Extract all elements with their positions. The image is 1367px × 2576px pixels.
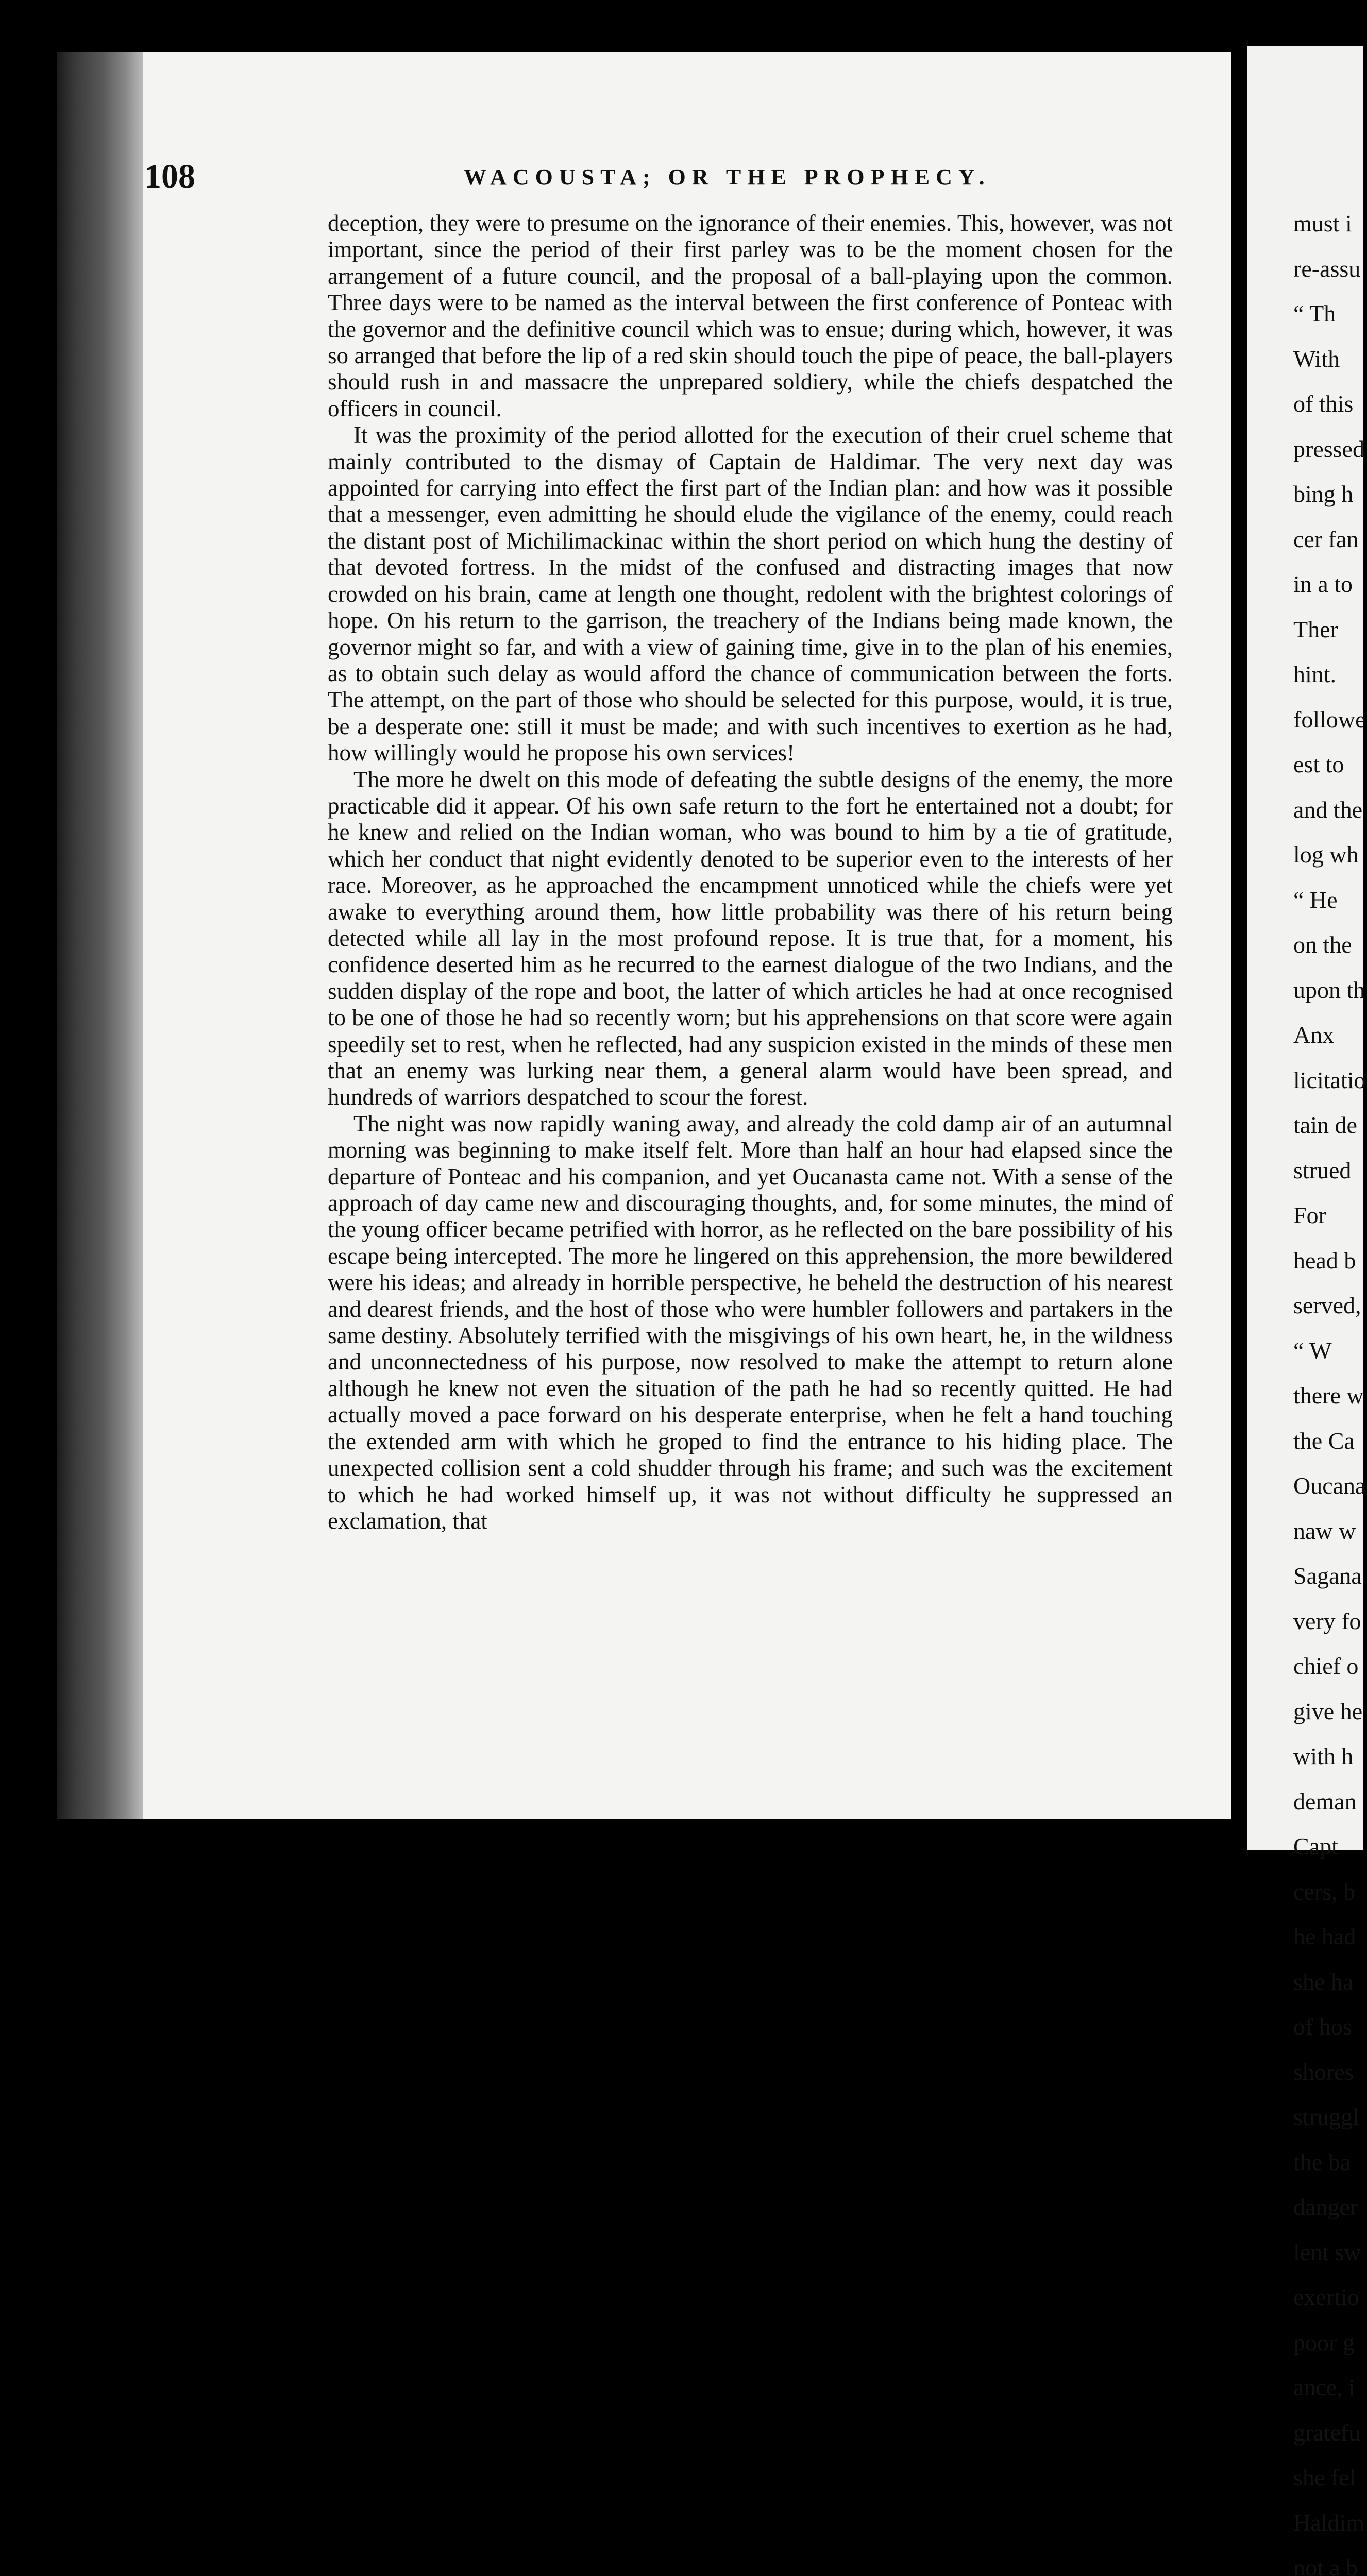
facing-page-line: “ Th [1293,300,1336,327]
facing-page-line: the ba [1293,2148,1351,2175]
facing-page-line: tain de [1293,1112,1357,1138]
facing-page-line: re-assu [1293,255,1361,282]
facing-page-line: there w [1293,1382,1364,1409]
facing-page-line: give he [1293,1698,1363,1724]
facing-page-line: bing h [1293,481,1354,507]
facing-page-line: poor g [1293,2329,1355,2355]
facing-page-line: Capt [1293,1833,1338,1859]
facing-page-line: Oucana [1293,1472,1366,1499]
facing-page-line: he had [1293,1923,1356,1950]
facing-page-line: With [1293,345,1340,372]
facing-page-line: the Ca [1293,1427,1355,1454]
facing-page-line: naw w [1293,1517,1356,1544]
facing-page-text [1293,201,1367,2576]
facing-page-line: exertio [1293,2284,1359,2310]
facing-page-line: must i [1293,210,1352,236]
facing-page-line: with h [1293,1743,1354,1769]
facing-page-line: gratefu [1293,2419,1361,2446]
facing-page-line: not a b [1293,2554,1358,2576]
facing-page-line: For [1293,1202,1326,1228]
facing-page-line: “ W [1293,1337,1332,1364]
body-text [328,210,1173,1534]
facing-page-line: she fel [1293,2464,1356,2490]
facing-page-line: danger [1293,2194,1358,2220]
facing-page-line: strued [1293,1157,1352,1183]
facing-page-line: followe [1293,706,1366,733]
facing-page-line: upon th [1293,976,1365,1003]
facing-page-line: served, [1293,1292,1361,1318]
running-head: WACOUSTA; OR THE PROPHECY. [464,164,991,190]
facing-page-line: Ther [1293,616,1338,642]
facing-page-line: of hos [1293,2013,1352,2040]
facing-page-line: very fo [1293,1607,1361,1634]
facing-page-line: on the [1293,931,1352,958]
page-number: 108 [144,158,195,195]
facing-page-line: lent sw [1293,2239,1361,2265]
facing-page-line: of this [1293,391,1354,417]
facing-page-line: she ha [1293,1968,1354,1995]
facing-page-line: deman [1293,1788,1357,1815]
paragraph: deception, they were to presume on the ignorance of their enemies. This, however, was not important, since the period of their first parley was to be the moment chosen for the arrangement of a future council, and the proposal of a ball-playing upon the common. Three days were to be named as the interval between the first conference of Ponteac with the governor and the definitive council which was to ensue; during which, however, it was so arranged that before the lip of a red skin should touch the pipe of peace, the ball-players should rush in and massacre the unprepared soldiery, while the chiefs despatched the officers in council. [328,210,1173,421]
facing-page-line: ance, i [1293,2374,1356,2400]
facing-page-line: hint. [1293,661,1337,687]
facing-page-line: struggl [1293,2104,1359,2130]
facing-page-line: and the [1293,796,1363,823]
book-spine-shadow [57,52,149,1819]
facing-page-line: log wh [1293,841,1359,868]
facing-page-line: cers, b [1293,1878,1356,1905]
facing-page [1247,46,1366,2576]
facing-page-line: “ He [1293,886,1338,913]
facing-page-line: pressed [1293,435,1364,462]
facing-page-line: chief o [1293,1653,1359,1679]
facing-page-line: shores [1293,2058,1354,2085]
facing-page-line: Sagana [1293,1563,1362,1589]
facing-page-line: Haldim [1293,2509,1364,2536]
facing-page-line: head b [1293,1247,1356,1274]
paragraph: The more he dwelt on this mode of defeating the subtle designs of the enemy, the more practicable did it appear. Of his own safe return to the fort he entertained not a doubt; for he knew and relied on the Indian woman, who was bound to him by a tie of gratitude, which her conduct that night evidently denoted to be superior even to the interests of her race. Moreover, as he approached the encampment unnoticed while the chiefs were yet awake to everything around them, how little probability was there of his return being detected while all lay in the most profound repose. It is true that, for a moment, his confidence deserted him as he recurred to the earnest dialogue of the two Indians, and the sudden display of the rope and boot, the latter of which articles he had at once recognised to be one of those he had so recently worn; but his apprehensions on that score were again speedily set to rest, when he reflected, had any suspicion existed in the minds of these men that an enemy was lurking near them, a general alarm would have been spread, and hundreds of warriors despatched to scour the forest. [328,766,1173,1110]
paragraph: The night was now rapidly waning away, and already the cold damp air of an autumnal morning was beginning to make itself felt. More than half an hour had elapsed since the departure of Ponteac and his companion, and yet Oucanasta came not. With a sense of the approach of day came new and discouraging thoughts, and, for some minutes, the mind of the young officer became petrified with horror, as he reflected on the bare possibility of his escape being intercepted. The more he lingered on this apprehension, the more bewildered were his ideas; and already in horrible perspective, he beheld the destruction of his nearest and dearest friends, and the host of those who were humbler followers and partakers in the same destiny. Absolutely terrified with the misgivings of his own heart, he, in the wildness and unconnectedness of his purpose, now resolved to make the attempt to return alone although he knew not even the situation of the path he had so recently quitted. He had actually moved a pace forward on his desperate enterprise, when he felt a hand touching the extended arm with which he groped to find the entrance to his hiding place. The unexpected collision sent a cold shudder through his frame; and such was the excitement to which he had worked himself up, it was not without difficulty he suppressed an exclamation, that [328,1110,1173,1534]
facing-page-line: cer fan [1293,526,1359,552]
facing-page-line: Anx [1293,1022,1335,1048]
facing-page-line: in a to [1293,571,1353,597]
paragraph: It was the proximity of the period allotted for the execution of their cruel scheme that mainly contributed to the dismay of Captain de Haldimar. The very next day was appointed for carrying into effect the first part of the Indian plan: and how was it possible that a messenger, even admitting he should elude the vigilance of the enemy, could reach the distant post of Michilimackinac within the short period on which hung the destiny of that devoted fortress. In the midst of the confused and distracting images that now crowded on his brain, came at length one thought, redolent with the brightest colorings of hope. On his return to the garrison, the treachery of the Indians being made known, the governor might so far, and with a view of gaining time, give in to the plan of his enemies, as to obtain such delay as would afford the chance of communication between the forts. The attempt, on the part of those who should be selected for this purpose, would, it is true, be a desperate one: still it must be made; and with such incentives to exertion as he had, how willingly would he propose his own services! [328,422,1173,766]
facing-page-line: est to [1293,751,1344,777]
facing-page-line: licitatio [1293,1066,1366,1093]
